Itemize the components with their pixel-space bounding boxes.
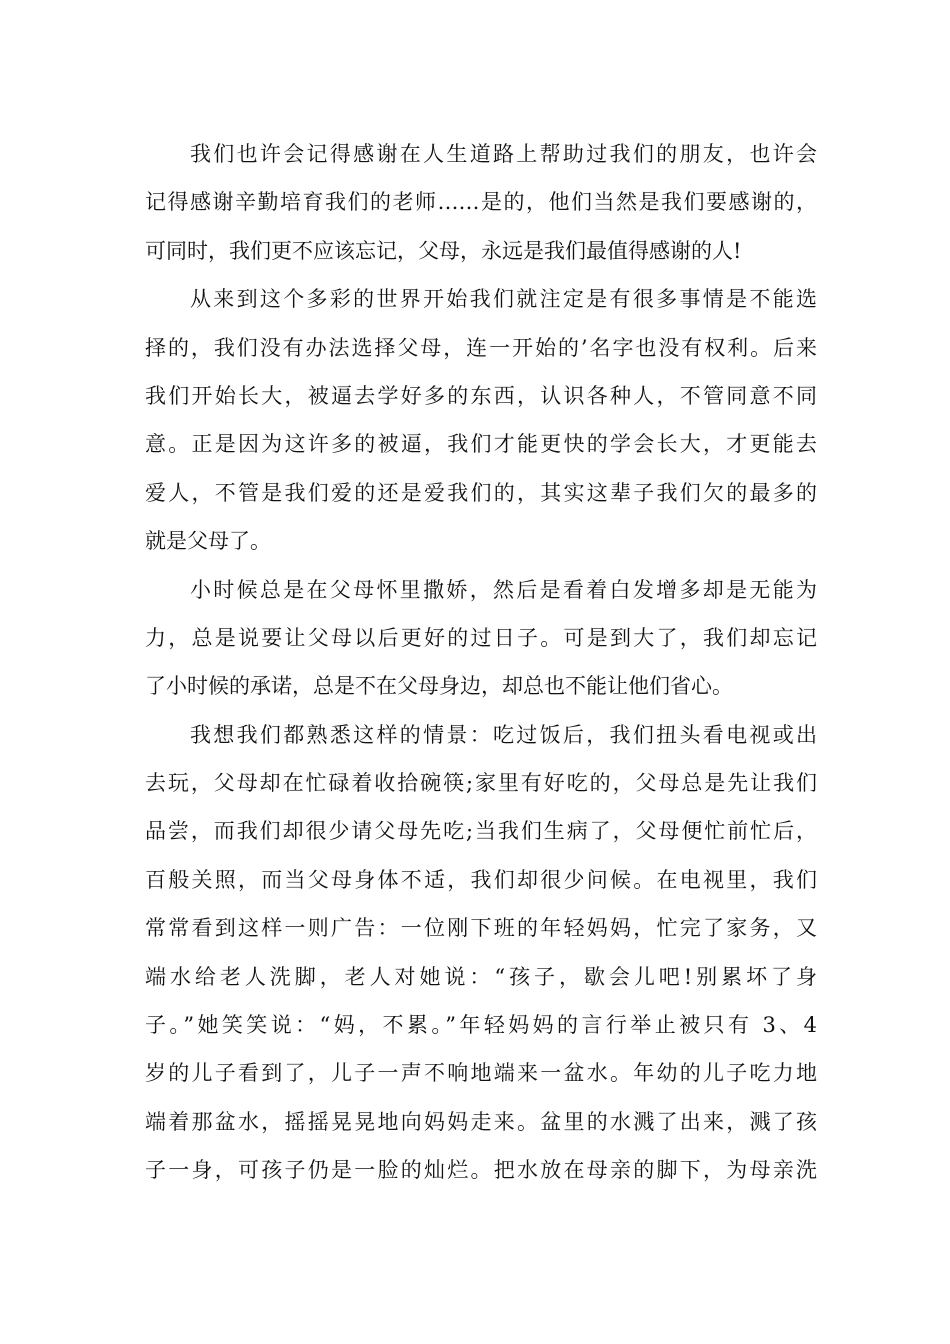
- text-line: 小时候总是在父母怀里撒娇，然后是看着白发增多却是无能为: [190, 577, 817, 602]
- paragraph-4: [145, 711, 817, 1195]
- text-line: 了小时候的承诺，总是不在父母身边，却总也不能让他们省心。: [145, 674, 733, 699]
- document-body: [145, 130, 817, 1195]
- text-line: 爱人，不管是我们爱的还是爱我们的，其实这辈子我们欠的最多的: [145, 480, 817, 505]
- text-line: 就是父母了。: [145, 529, 271, 554]
- text-line: 品尝，而我们却很少请父母先吃;当我们生病了，父母便忙前忙后，: [145, 819, 817, 844]
- text-line: 端着那盆水，摇摇晃晃地向妈妈走来。盆里的水溅了出来，溅了孩: [145, 1109, 817, 1134]
- text-line: 端水给老人洗脚，老人对她说：“孩子，歇会儿吧!别累坏了身: [145, 964, 817, 989]
- text-line: 我想我们都熟悉这样的情景：吃过饭后，我们扭头看电视或出: [190, 722, 817, 747]
- text-line: 子一身，可孩子仍是一脸的灿烂。把水放在母亲的脚下，为母亲洗: [145, 1158, 817, 1183]
- text-line: 记得感谢辛勤培育我们的老师……是的，他们当然是我们要感谢的，: [145, 190, 817, 215]
- text-line: 力，总是说要让父母以后更好的过日子。可是到大了，我们却忘记: [145, 625, 817, 650]
- text-line: 从来到这个多彩的世界开始我们就注定是有很多事情是不能选: [190, 287, 817, 312]
- text-line: 去玩，父母却在忙碌着收拾碗筷;家里有好吃的，父母总是先让我们: [145, 771, 817, 796]
- text-line: 百般关照，而当父母身体不适，我们却很少问候。在电视里，我们: [145, 867, 817, 892]
- text-line: 常常看到这样一则广告：一位刚下班的年轻妈妈，忙完了家务，又: [145, 916, 817, 941]
- paragraph-2: [145, 275, 817, 565]
- text-line: 我们也许会记得感谢在人生道路上帮助过我们的朋友，也许会: [190, 142, 817, 166]
- text-line: 我们开始长大，被逼去学好多的东西，认识各种人，不管同意不同: [145, 383, 817, 408]
- paragraph-1: [145, 130, 817, 275]
- paragraph-3: [145, 566, 817, 711]
- text-line: 意。正是因为这许多的被逼，我们才能更快的学会长大，才更能去: [145, 432, 817, 457]
- text-line: 择的，我们没有办法选择父母，连一开始的’名字也没有权利。后来: [145, 335, 817, 360]
- text-line: 岁的儿子看到了，儿子一声不响地端来一盆水。年幼的儿子吃力地: [145, 1061, 817, 1086]
- text-line: 子。”她笑笑说：“妈，不累。”年轻妈妈的言行举止被只有 3、4: [145, 1013, 817, 1038]
- text-line: 可同时，我们更不应该忘记，父母，永远是我们最值得感谢的人!: [145, 238, 742, 263]
